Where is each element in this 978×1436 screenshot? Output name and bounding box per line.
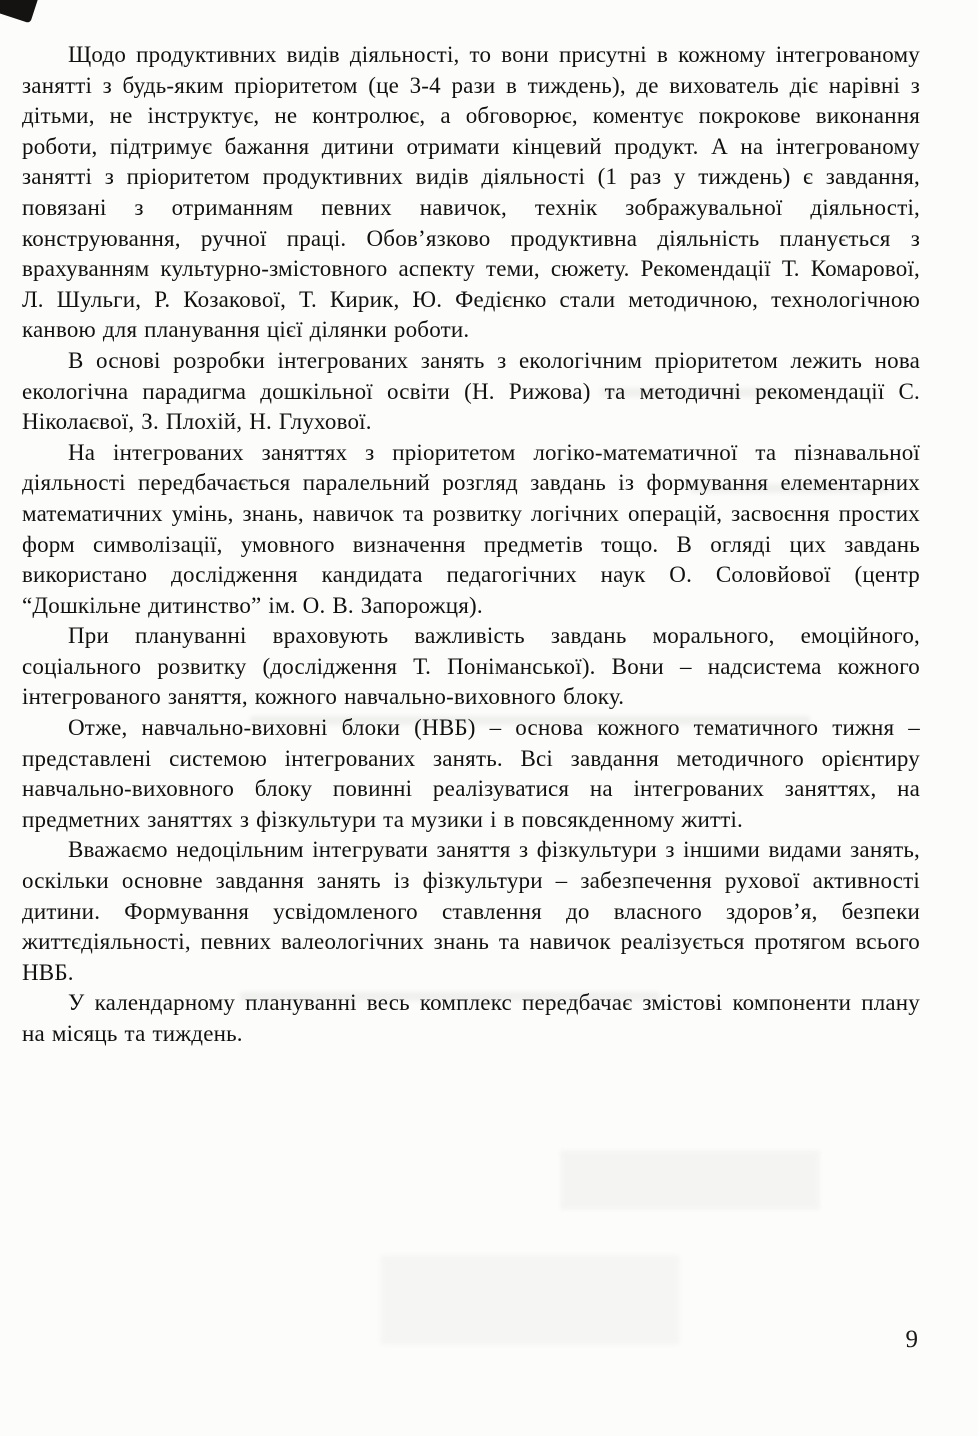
bleed-through-artifact — [380, 1255, 680, 1345]
text-block — [22, 40, 920, 1050]
paragraph-productive-activities: Щодо продуктивних видів діяльності, то вони присутні в кожному інтегрованому занятті з будь-яким пріоритетом (це 3-4 рази в тиждень), де вихователь діє нарівні з дітьми, не інструктує, не контролює, а обговорює, коментує покрокове виконання роботи, підтримує бажання дитини отримати кінцевий продукт. А на інтегрованому занятті з пріоритетом продуктивних видів діяльності (1 раз у тиждень) є завдання, повязані з отриманням певних навичок, технік зображувальної діяльності, конструювання, ручної праці. Обов’язково продуктивна діяльність планується з врахуванням культурно-змістовного аспекту теми, сюжету. Рекомендації Т. Комарової, Л. Шульги, Р. Козакової, Т. Кирик, Ю. Федієнко стали методичною, технологічною канвою для планування цієї ділянки роботи. — [22, 42, 920, 343]
page-number: 9 — [905, 1326, 918, 1353]
bleed-through-artifact — [560, 1150, 820, 1210]
paragraph-nvb-blocks: Отже, навчально-виховні блоки (НВБ) – основа кожного тематичного тижня – представлені системою інтегрованих занять. Всі завдання методичного орієнтиру навчально-виховного блоку повинні реалізуватися на інтегрованих заняттях, на предметних заняттях з фізкультури та музики і в повсякденному житті. — [22, 715, 920, 832]
paragraph-moral-development: При плануванні враховують важливість завдань морального, емоційного, соціального розвитку (дослідження Т. Поніманської). Вони – надсистема кожного інтегрованого заняття, кожного навчально-виховного блоку. — [22, 623, 920, 710]
paragraph-logic-math-priority: На інтегрованих заняттях з пріоритетом логіко-математичної та пізнавальної діяльності передбачається паралельний розгляд завдань із формування елементарних математичних умінь, знань, навичок та розвитку логічних операцій, засвоєння простих форм символізації, умовного визначення предметів тощо. В огляді цих завдань використано дослідження кандидата педагогічних наук О. Соловйової (центр “Дошкільне дитинство” ім. О. В. Запорожця). — [22, 439, 920, 618]
paragraph-ecological-priority: В основі розробки інтегрованих занять з екологічним пріоритетом лежить нова екологічна парадигма дошкільної освіти (Н. Рижова) та методичні рекомендації С. Ніколаєвої, З. Плохій, Н. Глухової. — [22, 347, 920, 435]
paragraph-physical-education: Вважаємо недоцільним інтегрувати заняття з фізкультури з іншими видами занять, оскільки основне завдання занять із фізкультури – забезпечення рухової активності дитини. Формування усвідомленого ставлення до власного здоров’я, безпеки життєдіяльності, певних валеологічних знань та навичок реалізується протягом всього НВБ. — [22, 837, 920, 985]
scan-corner-artifact — [0, 0, 39, 23]
paragraph-calendar-planning: У календарному плануванні весь комплекс передбачає змістові компоненти плану на місяць та тиждень. — [22, 990, 920, 1046]
